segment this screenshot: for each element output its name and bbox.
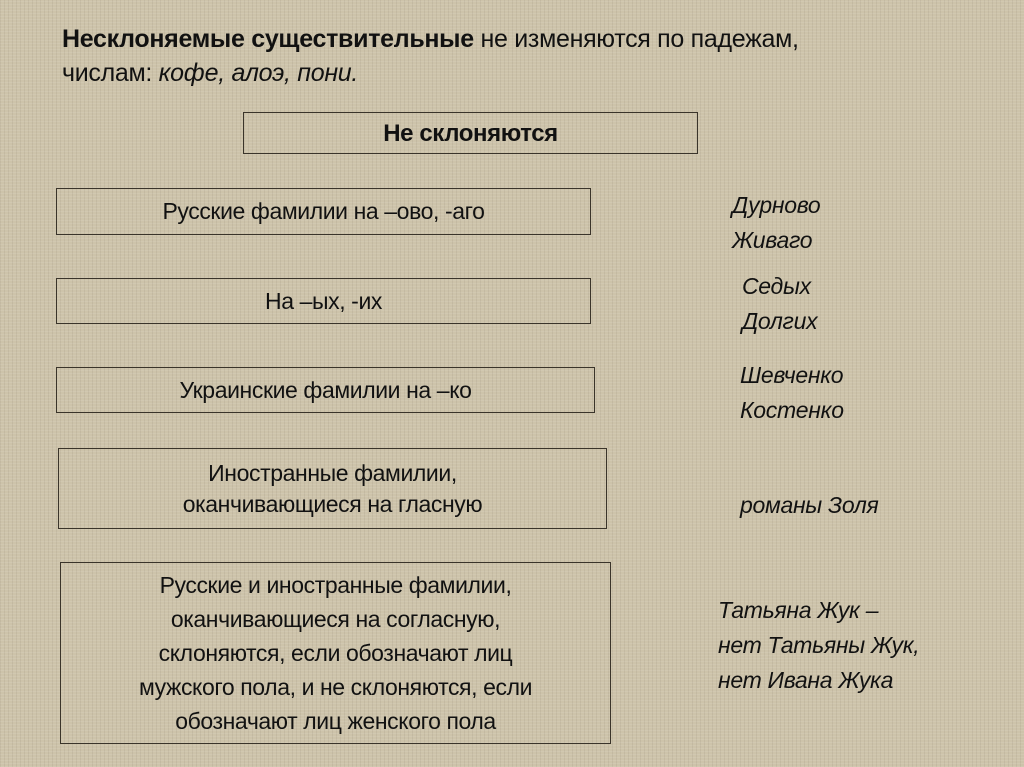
examples-ovo-ago [732,188,820,258]
rule-box-ovo-ago: Русские фамилии на –ово, -аго [56,188,591,235]
examples-foreign-vowel [740,488,878,523]
examples-ko [740,358,844,428]
example: Дурново [732,192,821,218]
examples-ykh-ikh [742,269,817,339]
title-line2: числам: [62,59,159,87]
rule-line: Русские и иностранные фамилии, [159,572,512,598]
rule-box-consonant [60,562,611,744]
rule-box-ko: Украинские фамилии на –ко [56,367,595,413]
slide-title [62,22,962,90]
rule-line: мужского пола, и не склоняются, если [138,674,533,700]
example: нет Ивана Жука [718,667,894,693]
rule-box-ykh-ikh: На –ых, -их [56,278,591,324]
example: Шевченко [740,362,844,388]
example: Долгих [742,308,818,334]
examples-consonant [718,593,919,698]
rule-line: Иностранные фамилии, [208,459,457,486]
rule-box-foreign-vowel [58,448,607,529]
example: Живаго [732,227,813,253]
example: Татьяна Жук – [718,597,879,623]
example: Седых [742,273,811,299]
example: нет Татьяны Жук, [718,632,920,658]
header-box: Не склоняются [243,112,698,154]
rule-line: оканчивающиеся на согласную, [170,606,501,632]
example: Костенко [740,397,844,423]
title-term: Несклоняемые существительные [62,25,474,53]
rule-line: оканчивающиеся на гласную [182,490,483,517]
rule-line: обозначают лиц женского пола [175,708,496,734]
title-examples: кофе, алоэ, пони. [158,59,359,87]
example: романы Золя [740,492,879,518]
rule-line: склоняются, если обозначают лиц [158,640,513,666]
title-definition: не изменяются по падежам, [473,25,799,53]
